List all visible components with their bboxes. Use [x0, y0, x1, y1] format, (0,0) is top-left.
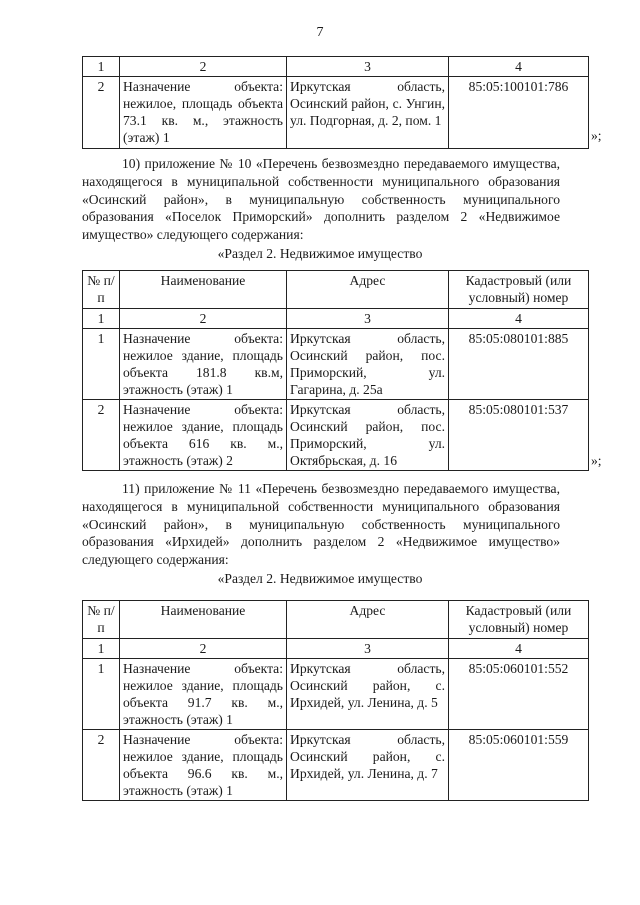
column-number: 4 [449, 639, 589, 659]
cadastral-number: 85:05:060101:552 [449, 659, 589, 730]
header-name: Наименование [120, 271, 287, 309]
header-cadastral: Кадастровый (или условный) номер [449, 601, 589, 639]
row-number: 2 [83, 400, 120, 471]
page-number: 7 [316, 25, 324, 40]
header-num: № п/п [83, 601, 120, 639]
column-number: 2 [120, 309, 287, 329]
cadastral-number: 85:05:080101:537 [449, 400, 589, 471]
column-number: 3 [287, 639, 449, 659]
closing-quote: »; [591, 453, 602, 468]
section-heading: «Раздел 2. Недвижимое имущество [217, 571, 423, 586]
object-address: Иркутская область, Осинский район, с. Унгин, ул. Подгорная, д. 2, пом. 1 [287, 77, 449, 149]
column-number: 2 [120, 639, 287, 659]
object-name: Назначение объекта: нежилое здание, площадь объекта 181.8 кв.м, этажность (этаж) 1 [120, 329, 287, 400]
object-address: Иркутская область, Осинский район, пос. Приморский, ул. Октябрьская, д. 16 [287, 400, 449, 471]
cadastral-number: 85:05:060101:559 [449, 730, 589, 801]
object-address: Иркутская область, Осинский район, с. Ирхидей, ул. Ленина, д. 7 [287, 730, 449, 801]
table-row [83, 400, 589, 471]
column-number: 1 [83, 639, 120, 659]
header-row [83, 271, 589, 309]
table-row [83, 730, 589, 801]
row-number: 2 [83, 730, 120, 801]
row-number: 1 [83, 329, 120, 400]
table-row [83, 659, 589, 730]
row-number: 1 [83, 659, 120, 730]
object-address: Иркутская область, Осинский район, пос. Приморский, ул. Гагарина, д. 25а [287, 329, 449, 400]
header-address: Адрес [287, 271, 449, 309]
column-number: 1 [83, 57, 120, 77]
object-name: Назначение объекта: нежилое здание, площадь объекта 91.7 кв. м., этажность (этаж) 1 [120, 659, 287, 730]
closing-quote: »; [591, 128, 602, 143]
property-table-continuation [82, 56, 589, 149]
cadastral-number: 85:05:100101:786 [449, 77, 589, 149]
column-number-row [83, 639, 589, 659]
header-name: Наименование [120, 601, 287, 639]
column-number: 2 [120, 57, 287, 77]
column-number: 1 [83, 309, 120, 329]
property-table-irkhidey [82, 600, 589, 801]
paragraph-11: 11) приложение № 11 «Перечень безвозмездно передаваемого имущества, находящегося в муниципальной собственности муниципального образования «Осинский район», в муниципальную собственность муниципального образования «Ирхидей» дополнить разделом 2 «Недвижимое имущество» следующего содержания: [82, 481, 560, 568]
cadastral-number: 85:05:080101:885 [449, 329, 589, 400]
object-name: Назначение объекта: нежилое, площадь объекта 73.1 кв. м., этажность (этаж) 1 [120, 77, 287, 149]
column-number: 4 [449, 309, 589, 329]
object-name: Назначение объекта: нежилое здание, площадь объекта 616 кв. м., этажность (этаж) 2 [120, 400, 287, 471]
table-row [83, 329, 589, 400]
column-number-row [83, 57, 589, 77]
column-number-row [83, 309, 589, 329]
object-name: Назначение объекта: нежилое здание, площадь объекта 96.6 кв. м., этажность (этаж) 1 [120, 730, 287, 801]
row-number: 2 [83, 77, 120, 149]
column-number: 3 [287, 57, 449, 77]
object-address: Иркутская область, Осинский район, с. Ирхидей, ул. Ленина, д. 5 [287, 659, 449, 730]
table-row [83, 77, 589, 149]
paragraph-10: 10) приложение № 10 «Перечень безвозмездно передаваемого имущества, находящегося в муниципальной собственности муниципального образования «Осинский район», в муниципальную собственность муниципального образования «Поселок Приморский» дополнить разделом 2 «Недвижимое имущество» следующего содержания: [82, 156, 560, 243]
column-number: 4 [449, 57, 589, 77]
header-row [83, 601, 589, 639]
column-number: 3 [287, 309, 449, 329]
header-cadastral: Кадастровый (или условный) номер [449, 271, 589, 309]
section-heading: «Раздел 2. Недвижимое имущество [217, 246, 423, 261]
header-address: Адрес [287, 601, 449, 639]
property-table-primorsky [82, 270, 589, 471]
header-num: № п/п [83, 271, 120, 309]
